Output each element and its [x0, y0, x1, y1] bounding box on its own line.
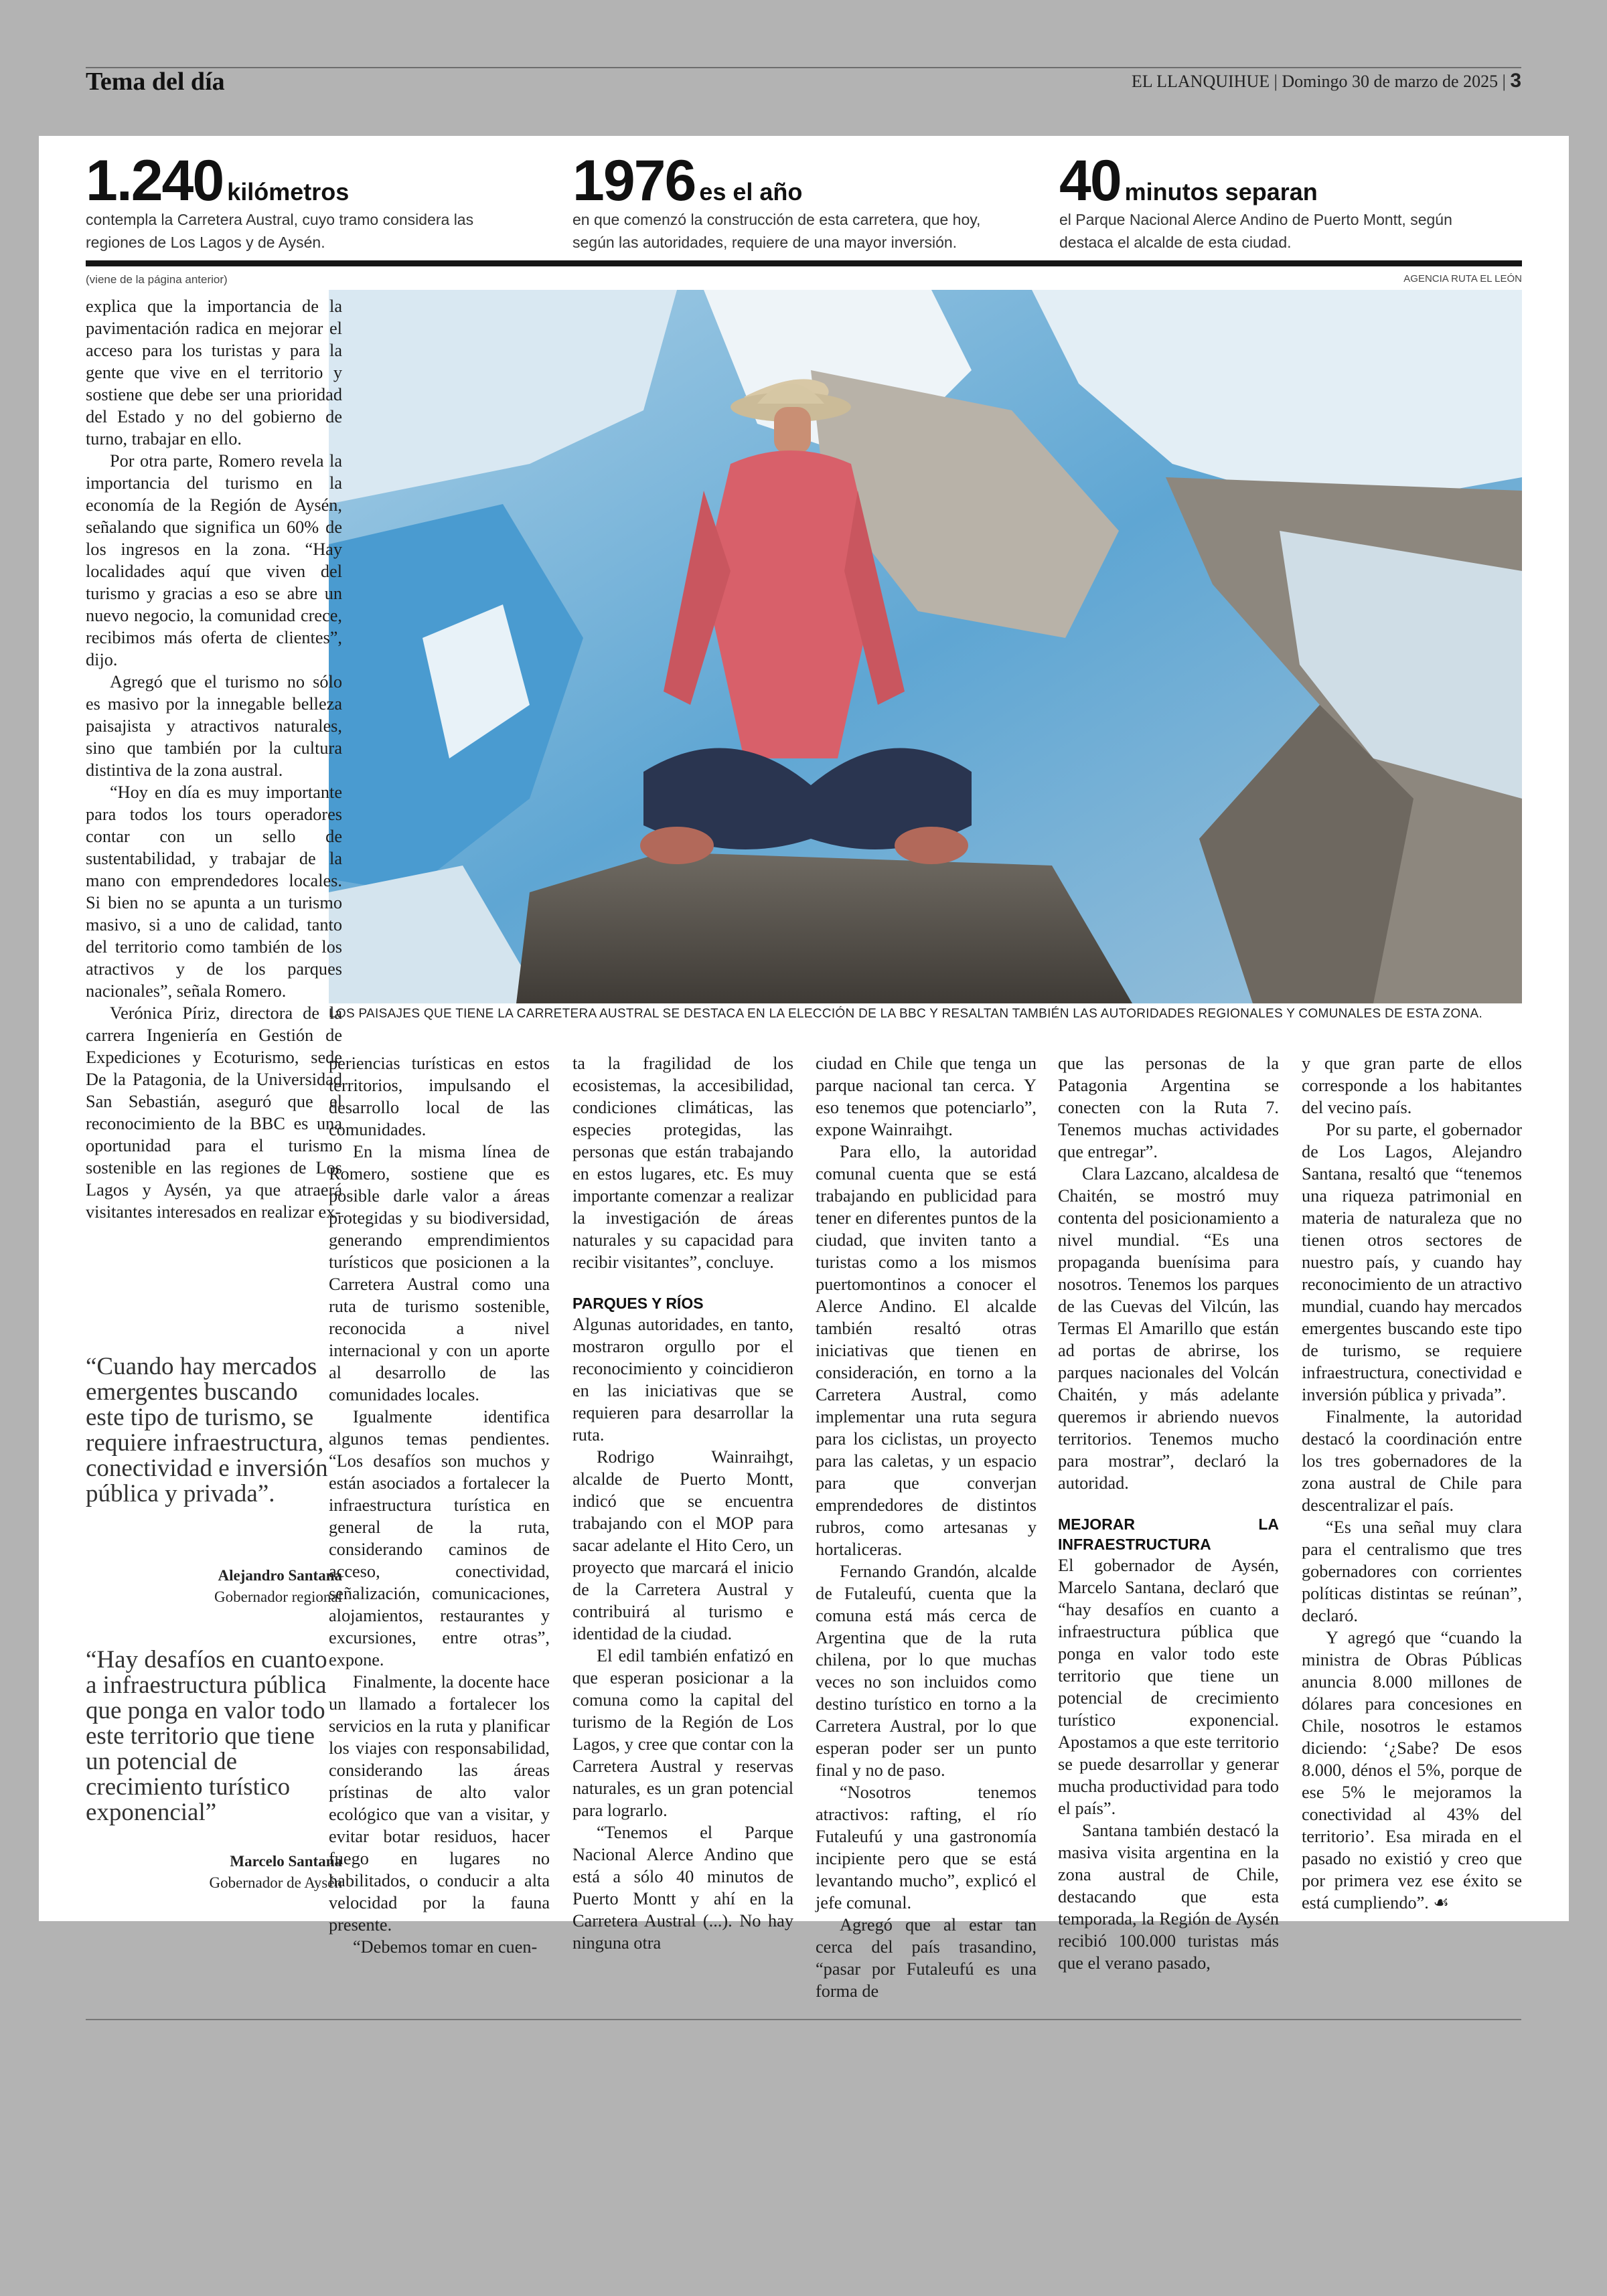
- paragraph: Finalmente, la docente hace un llamado a fortalecer los servicios en la ruta y planificar los viajes con responsabilidad, considerando las áreas prístinas de alto valor ecológico que van a visitar, y evitar botar residuos, hacer fuego en lugares no habilitados, o conducir a alta velocidad por la fauna presente.: [329, 1672, 550, 1935]
- factoid-text: contempla la Carretera Austral, cuyo tramo considera las regiones de Los Lagos y de Aysén.: [86, 211, 474, 251]
- paragraph: Agregó que el turismo no sólo es masivo por la innegable belleza paisajista y atractivos naturales, sino que también por la cultura distintiva de la zona austral.: [86, 672, 342, 780]
- paragraph: “Tenemos el Parque Nacional Alerce Andino que está a sólo 40 minutos de Puerto Montt y ahí en la Carretera Austral (...). No hay ninguna otra: [572, 1823, 793, 1953]
- paragraph: Por otra parte, Romero revela la importancia del turismo en la economía de la Región de Aysén, señalando que significa un 60% de los ingresos en la zona. “Hay localidades aquí que viven del turismo y gracias a eso se abre un nuevo negocio, la comunidad crece, recibimos más oferta de clientes”, dijo.: [86, 451, 342, 669]
- paragraph: y que gran parte de ellos corresponde a los habitantes del vecino país.: [1302, 1054, 1522, 1117]
- paper-name: EL LLANQUIHUE: [1131, 72, 1270, 91]
- paragraph: Fernando Grandón, alcalde de Futaleufú, cuenta que la comuna está más cerca de Argentina que de la ruta chilena, por lo que muchas veces no son incluidos como destino turístico en torno a la Carretera Austral, por lo que esperan poder ser un punto final y no de paso.: [816, 1562, 1037, 1780]
- paragraph: ta la fragilidad de los ecosistemas, la accesibilidad, condiciones climáticas, las especies protegidas, las personas que están trabajando en estos lugares, etc. Es muy importante comenzar a realizar la investigación de áreas naturales y su capacidad para recibir visitantes”, concluye.: [572, 1054, 793, 1272]
- masthead: EL LLANQUIHUE | Domingo 30 de marzo de 2025 | 3: [1131, 70, 1521, 92]
- subheading-infraestructura: MEJORAR LA INFRAESTRUCTURA: [1058, 1515, 1279, 1553]
- article-column-2: [329, 1052, 550, 1958]
- article-column-4: [816, 1052, 1037, 2002]
- continued-note: (viene de la página anterior): [86, 273, 228, 286]
- quote-attribution-1: [86, 1565, 342, 1608]
- paragraph: Clara Lazcano, alcaldesa de Chaitén, se mostró muy contenta del posicionamiento a nivel mundial. “Es una propaganda buenísima para nosotros. Tenemos los parques de las Cuevas del Vilcún, las Termas El Amarillo que están ad portas de abrirse, los parques nacionales del Volcán Chaitén, y más adelante queremos ir abriendo nuevos territorios. Tenemos mucho para mostrar”, declaró la autoridad.: [1058, 1164, 1279, 1493]
- photo-caption: LOS PAISAJES QUE TIENE LA CARRETERA AUSTRAL SE DESTACA EN LA ELECCIÓN DE LA BBC Y RESALTAN TAMBIÉN LAS AUTORIDADES REGIONALES Y COMUNALES DE ESTA ZONA.: [329, 1007, 1483, 1021]
- paragraph: “Nosotros tenemos atractivos: rafting, el río Futaleufú y una gastronomía incipiente pero que se está levantando mucho”, explicó el jefe comunal.: [816, 1783, 1037, 1912]
- paragraph: ciudad en Chile que tenga un parque nacional tan cerca. Y eso tenemos que potenciarlo”, expone Wainraihgt.: [816, 1054, 1037, 1139]
- article-column-6: [1302, 1052, 1522, 1914]
- article-column-1: [86, 295, 342, 1223]
- paragraph: Algunas autoridades, en tanto, mostraron orgullo por el reconocimiento y coincidieron en las iniciativas que se requieren para desarrollar la ruta.: [572, 1315, 793, 1445]
- paragraph: “Hoy en día es muy importante para todos los tours operadores contar con un sello de sustentabilidad, y trabajar de la mano con emprendedores locales. Si bien no se apunta a un turismo masivo, si a uno de calidad, tanto del territorio como también de los atractivos y de los parques nacionales”, señala Romero.: [86, 783, 342, 1001]
- article-column-5: [1058, 1052, 1279, 1974]
- factoid-unit: minutos separan: [1124, 178, 1318, 206]
- paragraph: “Es una señal muy clara para el centralismo que tres gobernadores con corrientes políticas distintas se reúnan”, declaró.: [1302, 1518, 1522, 1625]
- factoid-3: [1059, 151, 1501, 254]
- photo-credit: AGENCIA RUTA EL LEÓN: [1403, 273, 1522, 284]
- article-column-3: [572, 1052, 793, 1954]
- paragraph: “Debemos tomar en cuen-: [353, 1937, 538, 1957]
- paragraph: Para ello, la autoridad comunal cuenta que se está trabajando en publicidad para tener en diferentes puntos de la ciudad, que inviten tanto a turistas como a los mismos puertomontinos a conocer el Alerce Andino. El alcalde también resaltó otras iniciativas que tienen en consideración, en torno a la Carretera Austral, como implementar una ruta segura para los ciclistas, un proyecto para las caletas, y un espacio para que converjan emprendedores de distintos rubros, como artesanas y hortaliceras.: [816, 1142, 1037, 1559]
- pull-quote-2: “Hay desafíos en cuanto a infraestructura pública que ponga en valor todo este territorio que tiene un potencial de crecimiento turístico exponencial”: [86, 1646, 327, 1826]
- paragraph: Agregó que al estar tan cerca del país trasandino, “pasar por Futaleufú es una forma de: [816, 1915, 1037, 2001]
- paragraph: periencias turísticas en estos territorios, impulsando el desarrollo local de las comunidades.: [329, 1054, 550, 1139]
- factoid-1: [86, 151, 528, 254]
- footer-rule: [86, 2019, 1521, 2020]
- pull-quote-1: “Cuando hay mercados emergentes buscando este tipo de turismo, se requiere infraestructura, conectividad e inversión pública y privada”.: [86, 1353, 328, 1507]
- quote-author: Alejandro Santana: [218, 1567, 342, 1584]
- quote-role: Gobernador de Aysén: [209, 1874, 342, 1891]
- factoid-unit: kilómetros: [227, 178, 350, 206]
- header-rule: [86, 67, 1521, 68]
- paragraph: El gobernador de Aysén, Marcelo Santana, declaró que “hay desafíos en cuanto a infraestructura pública que ponga en valor todo este territorio que tiene un potencial de crecimiento turístico exponencial. Apostamos a que este territorio se puede desarrollar y generar mucha productividad para todo el país”.: [1058, 1556, 1279, 1818]
- newspaper-page: [39, 136, 1569, 2001]
- paragraph: Verónica Píriz, directora de la carrera Ingeniería en Gestión de Expediciones y Ecoturismo, sede De la Patagonia, de la Universidad San Sebastián, aseguró que el reconocimiento de la BBC es una oportunidad para el turismo sostenible en las regiones de Los Lagos y Aysén, ya que atraerá visitantes interesados en realizar ex-: [86, 1003, 342, 1222]
- quote-author: Marcelo Santana: [230, 1853, 342, 1870]
- paragraph: El edil también enfatizó en que esperan posicionar a la comuna como la capital del turismo de la Región de Los Lagos, y cree que contar con la Carretera Austral y reservas naturales, es un gran potencial para lograrlo.: [572, 1646, 793, 1820]
- paragraph: Igualmente identifica algunos temas pendientes. “Los desafíos son muchos y están asociados a fortalecer la infraestructura turística en general de la ruta, considerando caminos de acceso, conectividad, señalización, comunicaciones, alojamientos, restaurantes y excursiones, entre otras”, expone.: [329, 1407, 550, 1669]
- issue-date: Domingo 30 de marzo de 2025: [1282, 72, 1499, 91]
- paragraph: Por su parte, el gobernador de Los Lagos, Alejandro Santana, resaltó que “tenemos una riqueza patrimonial en materia de naturaleza que no tienen otros sectores de nuestro país, y cuando hay reconocimiento de un atractivo mundial, cuando hay mercados emergentes buscando este tipo de turismo, se requiere infraestructura, conectividad e inversión pública y privada”.: [1302, 1120, 1522, 1404]
- paragraph: Rodrigo Wainraihgt, alcalde de Puerto Montt, indicó que se encuentra trabajando con el MOP para sacar adelante el Hito Cero, un proyecto que marcará el inicio de la Carretera Austral y contribuirá al turismo e identidad de la ciudad.: [572, 1447, 793, 1643]
- subheading-parques: PARQUES Y RÍOS: [572, 1295, 704, 1312]
- paragraph: En la misma línea de Romero, sostiene que es posible darle valor a áreas protegidas y su biodiversidad, generando emprendimientos turísticos que posicionen a la Carretera Austral como una ruta de turismo sostenible, reconocida a nivel internacional y con un aporte al desarrollo de las comunidades locales.: [329, 1142, 550, 1404]
- factoid-number: 1.240: [86, 149, 224, 213]
- page-number: 3: [1510, 70, 1521, 92]
- factoid-rule: [86, 260, 1522, 266]
- factoid-number: 40: [1059, 149, 1121, 213]
- factoid-unit: es el año: [699, 178, 803, 206]
- paragraph: Y agregó que “cuando la ministra de Obras Públicas anuncia 8.000 millones de dólares para concesiones en Chile, nosotros le estamos diciendo: ‘¿Sabe? De esos 8.000, dénos el 5%, porque de ese 5% le mejoramos la conectividad al 43% del territorio’. Esa mirada en el pasado no existió y creo que por primera vez ese éxito se está cumpliendo”. ☙: [1302, 1628, 1522, 1912]
- factoid-text: en que comenzó la construcción de esta carretera, que hoy, según las autoridades, requiere de una mayor inversión.: [572, 211, 981, 251]
- paragraph: explica que la importancia de la pavimentación radica en mejorar el acceso para los turistas y para la gente que vive en el territorio y sostiene que debe ser una prioridad del Estado y no del gobierno de turno, trabajar en ello.: [86, 297, 342, 448]
- quote-role: Gobernador regional: [214, 1588, 342, 1605]
- glacier-hiker-illustration: [329, 290, 1522, 1003]
- factoid-2: [572, 151, 1014, 254]
- factoid-text: el Parque Nacional Alerce Andino de Puerto Montt, según destaca el alcalde de esta ciudad.: [1059, 211, 1452, 251]
- paragraph: Finalmente, la autoridad destacó la coordinación entre los tres gobernadores de la zona austral de Chile para descentralizar el país.: [1302, 1407, 1522, 1515]
- hero-photo: [329, 290, 1522, 1003]
- paragraph: Santana también destacó la masiva visita argentina en la zona austral de Chile, destacando que esta temporada, la Región de Aysén recibió 100.000 turistas más que el verano pasado,: [1058, 1821, 1279, 1973]
- paragraph: que las personas de la Patagonia Argentina se conecten con la Ruta 7. Tenemos muchas actividades que entregar”.: [1058, 1054, 1279, 1161]
- factoid-number: 1976: [572, 149, 696, 213]
- section-title: Tema del día: [86, 68, 225, 96]
- quote-attribution-2: [86, 1851, 342, 1894]
